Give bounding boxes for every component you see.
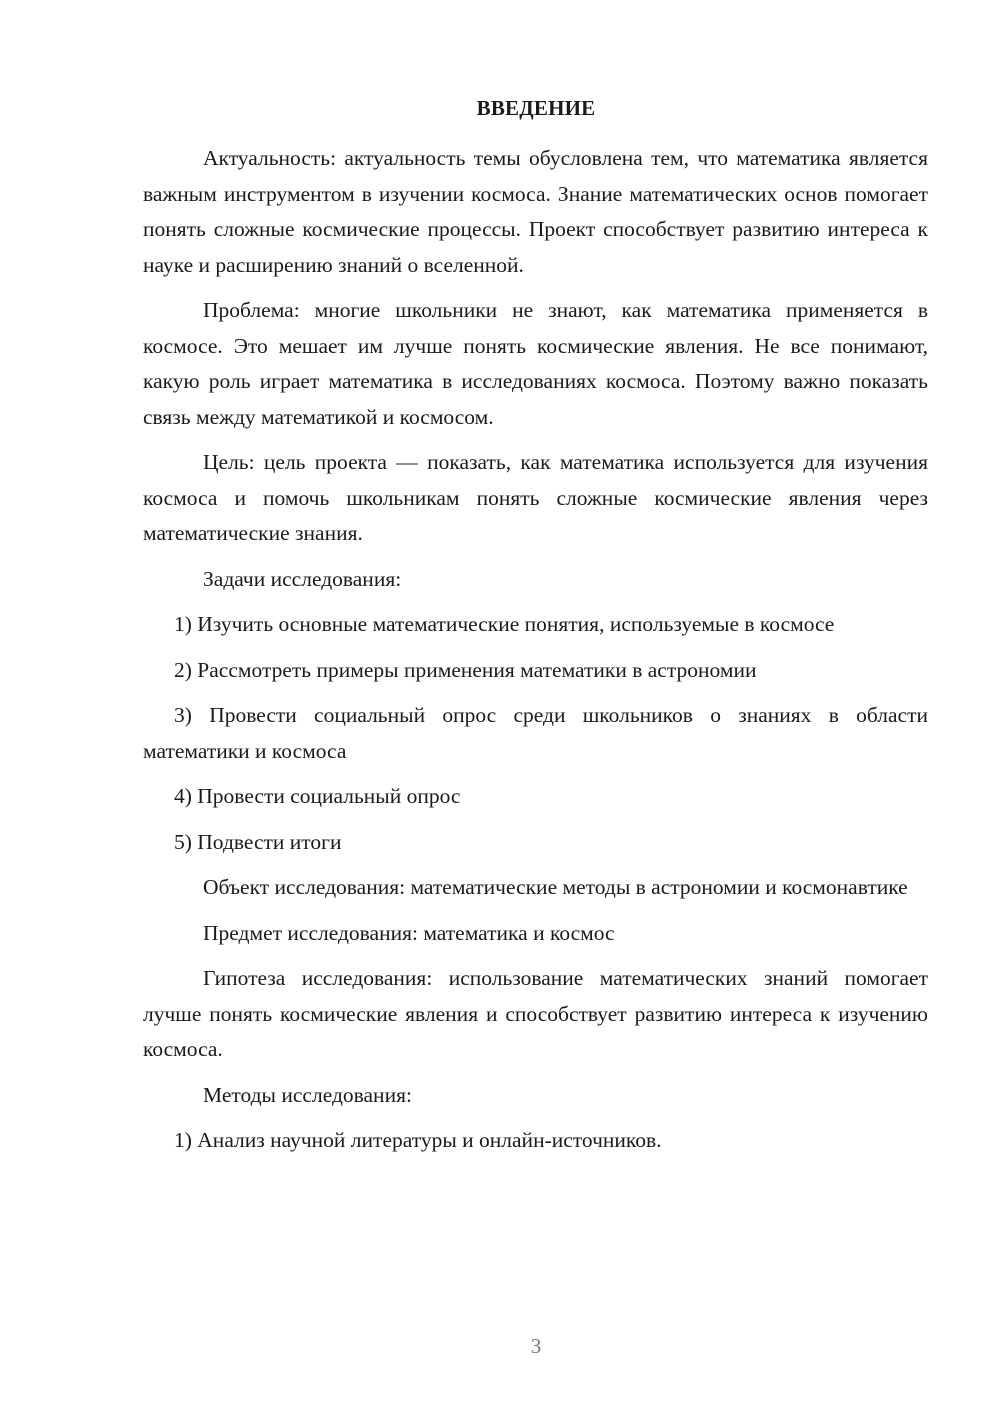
task-item: 3) Провести социальный опрос среди школьников о знаниях в области математики и космоса bbox=[143, 703, 928, 763]
object-paragraph: Объект исследования: математические методы в астрономии и космонавтике bbox=[203, 875, 908, 899]
goal-paragraph: Цель: цель проекта — показать, как математика используется для изучения космоса и помочь школьникам понять сложные космические явления через математические знания. bbox=[143, 450, 928, 545]
task-item: 2) Рассмотреть примеры применения математики в астрономии bbox=[174, 657, 757, 682]
document-body bbox=[143, 141, 928, 1169]
relevance-paragraph: Актуальность: актуальность темы обусловлена тем, что математика является важным инструментом в изучении космоса. Знание математических основ помогает понять сложные космические процессы. Проект способствует развитию интереса к науке и расширению знаний о вселенной. bbox=[143, 146, 928, 277]
page-number: 3 bbox=[530, 1334, 542, 1358]
tasks-heading: Задачи исследования: bbox=[203, 566, 402, 591]
task-item: 4) Провести социальный опрос bbox=[174, 784, 461, 808]
problem-paragraph: Проблема: многие школьники не знают, как математика применяется в космосе. Это мешает им лучше понять космические явления. Не все понимают, какую роль играет математика в исследованиях космоса. Поэтому важно показать связь между математикой и космосом. bbox=[143, 298, 928, 429]
methods-heading: Методы исследования: bbox=[203, 1082, 412, 1107]
task-item: 5) Подвести итоги bbox=[174, 829, 342, 854]
task-item: 1) Изучить основные математические понятия, используемые в космосе bbox=[174, 612, 835, 636]
method-item: 1) Анализ научной литературы и онлайн-источников. bbox=[174, 1128, 662, 1152]
subject-paragraph: Предмет исследования: математика и космос bbox=[203, 920, 615, 945]
section-title: ВВЕДЕНИЕ bbox=[476, 96, 596, 120]
hypothesis-paragraph: Гипотеза исследования: использование математических знаний помогает лучше понять космические явления и способствует развитию интереса к изучению космоса. bbox=[143, 966, 928, 1061]
